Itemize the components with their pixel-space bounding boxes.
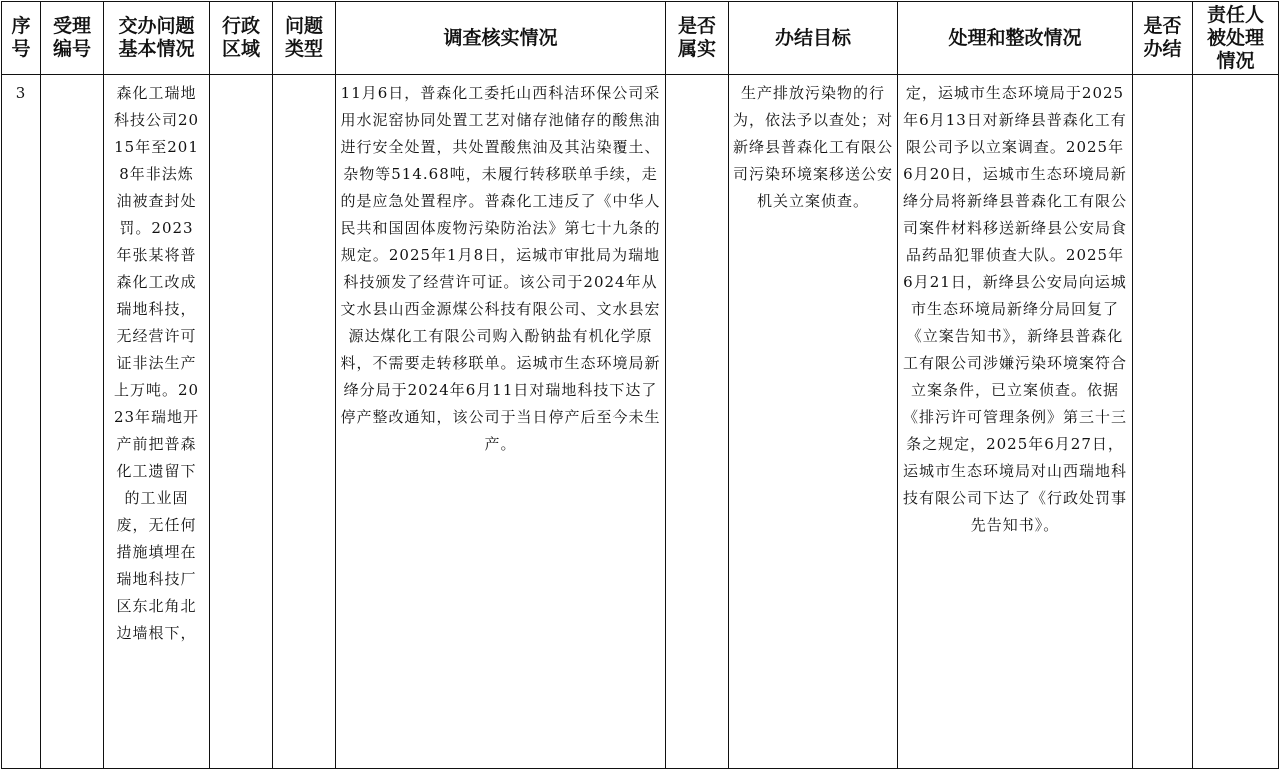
header-issue-basic: 交办问题 基本情况 — [104, 2, 210, 75]
table-row — [2, 75, 1279, 769]
cell-admin-region — [210, 75, 273, 769]
cell-investigation — [336, 75, 666, 769]
header-handling: 处理和整改情况 — [898, 2, 1133, 75]
cell-is-true — [666, 75, 729, 769]
seq-value: 3 — [15, 84, 27, 102]
header-issue-type: 问题 类型 — [273, 2, 336, 75]
header-row — [2, 2, 1279, 75]
investigation-text: 11月6日，普森化工委托山西科洁环保公司采用水泥窑协同处置工艺对储存池储存的酸焦油进行安全处置，共处置酸焦油及其沾染覆土、杂物等514.68吨，未履行转移联单手续，走的是应急处置程序。普森化工违反了《中华人民共和国固体废物污染防治法》第七十九条的规定。2025年1月8日，运城市审批局为瑞地科技颁发了经营许可证。该公司于2024年从文水县山西金源煤公科技有限公司、文水县宏源达煤化工有限公司购入酚钠盐有机化学原料，不需要走转移联单。运城市生态环境局新绛分局于2024年6月11日对瑞地科技下达了停产整改通知，该公司于当日停产后至今未生产。 — [340, 84, 661, 453]
header-responsible: 责任人 被处理 情况 — [1193, 2, 1279, 75]
header-admin-region: 行政 区域 — [210, 2, 273, 75]
header-is-closed: 是否 办结 — [1133, 2, 1193, 75]
issue-basic-text: 森化工瑞地科技公司2015年至2018年非法炼油被查封处罚。2023年张某将普森化工改成瑞地科技，无经营许可证非法生产上万吨。2023年瑞地开产前把普森化工遗留下的工业固废，无任何措施填埋在瑞地科技厂区东北角北边墙根下， — [113, 84, 200, 642]
handling-text: 定，运城市生态环境局于2025年6月13日对新绛县普森化工有限公司予以立案调查。2025年6月20日，运城市生态环境局新绛分局将新绛县普森化工有限公司案件材料移送新绛县公安局食品药品犯罪侦查大队。2025年6月21日，新绛县公安局向运城市生态环境局新绛分局回复了《立案告知书》，新绛县普森化工有限公司涉嫌污染环境案符合立案条件，已立案侦查。依据《排污许可管理条例》第三十三条之规定，2025年6月27日，运城市生态环境局对山西瑞地科技有限公司下达了《行政处罚事先告知书》。 — [902, 84, 1127, 534]
header-accept-no: 受理 编号 — [41, 2, 104, 75]
cell-target — [729, 75, 898, 769]
cell-is-closed — [1133, 75, 1193, 769]
cell-accept-no — [41, 75, 104, 769]
header-is-true: 是否 属实 — [666, 2, 729, 75]
cell-issue-type — [273, 75, 336, 769]
target-text: 生产排放污染物的行为，依法予以查处；对新绛县普森化工有限公司污染环境案移送公安机关立案侦查。 — [733, 84, 894, 210]
header-target: 办结目标 — [729, 2, 898, 75]
cell-seq — [2, 75, 41, 769]
report-table — [1, 1, 1279, 769]
cell-handling — [898, 75, 1133, 769]
cell-responsible — [1193, 75, 1279, 769]
cell-issue-basic — [104, 75, 210, 769]
header-investigation: 调查核实情况 — [336, 2, 666, 75]
header-seq: 序 号 — [2, 2, 41, 75]
